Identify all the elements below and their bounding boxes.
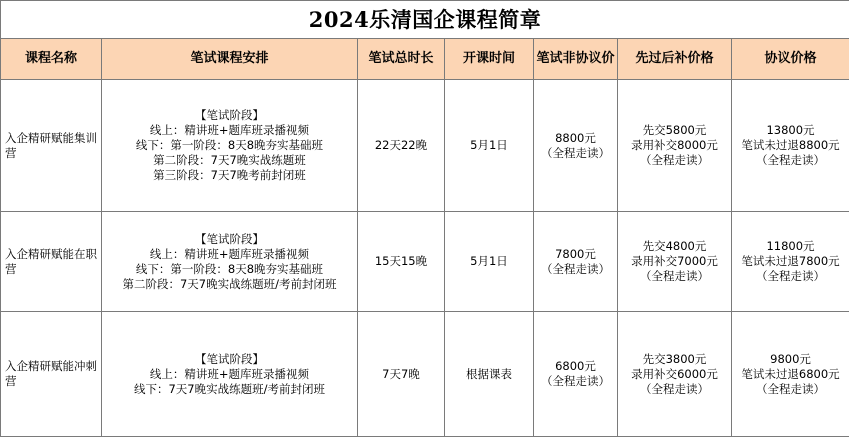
course-name: 入企精研赋能集训营 bbox=[1, 80, 102, 212]
table-row bbox=[1, 312, 849, 437]
schedule-line: 线下：7天7晚实战练题班/考前封闭班 bbox=[102, 382, 357, 397]
header-start: 开课时间 bbox=[445, 39, 534, 80]
header-price: 笔试非协议价 bbox=[534, 39, 618, 80]
price-cell bbox=[534, 80, 618, 212]
agreement-line: 笔试未过退6800元 bbox=[732, 367, 849, 382]
header-schedule: 笔试课程安排 bbox=[102, 39, 358, 80]
schedule-line: 线上：精讲班+题库班录播视频 bbox=[102, 367, 357, 382]
agreement-line: （全程走读） bbox=[732, 153, 849, 168]
pay-later-line: 录用补交8000元 bbox=[618, 138, 731, 153]
agreement-cell bbox=[732, 80, 849, 212]
table-row bbox=[1, 212, 849, 312]
header-agreement: 协议价格 bbox=[732, 39, 849, 80]
pay-later-line: 先交4800元 bbox=[618, 239, 731, 254]
schedule-line: 线上：精讲班+题库班录播视频 bbox=[102, 123, 357, 138]
schedule-line: 第三阶段：7天7晚考前封闭班 bbox=[102, 168, 357, 183]
agreement-cell bbox=[732, 212, 849, 312]
header-duration: 笔试总时长 bbox=[358, 39, 445, 80]
pay-later-line: （全程走读） bbox=[618, 269, 731, 284]
duration-cell: 7天7晚 bbox=[358, 312, 445, 437]
pay-later-line: 录用补交7000元 bbox=[618, 254, 731, 269]
pay-later-cell bbox=[618, 312, 732, 437]
agreement-line: 11800元 bbox=[732, 239, 849, 254]
schedule-line: 线下：第一阶段：8天8晚夯实基础班 bbox=[102, 262, 357, 277]
duration-cell: 15天15晚 bbox=[358, 212, 445, 312]
header-course-name: 课程名称 bbox=[1, 39, 102, 80]
table-row bbox=[1, 80, 849, 212]
start-cell: 5月1日 bbox=[445, 212, 534, 312]
price-line: （全程走读） bbox=[534, 374, 617, 389]
pay-later-cell bbox=[618, 212, 732, 312]
agreement-line: 笔试未过退7800元 bbox=[732, 254, 849, 269]
schedule-cell bbox=[102, 212, 358, 312]
start-cell: 根据课表 bbox=[445, 312, 534, 437]
agreement-line: 笔试未过退8800元 bbox=[732, 138, 849, 153]
pay-later-line: （全程走读） bbox=[618, 153, 731, 168]
course-name: 入企精研赋能冲刺营 bbox=[1, 312, 102, 437]
agreement-line: （全程走读） bbox=[732, 382, 849, 397]
course-name: 入企精研赋能在职营 bbox=[1, 212, 102, 312]
schedule-line: 第二阶段：7天7晚实战练题班/考前封闭班 bbox=[102, 277, 357, 292]
schedule-line: 【笔试阶段】 bbox=[102, 352, 357, 367]
header-row bbox=[1, 39, 849, 80]
pay-later-line: 先交5800元 bbox=[618, 123, 731, 138]
schedule-line: 【笔试阶段】 bbox=[102, 232, 357, 247]
pay-later-cell bbox=[618, 80, 732, 212]
price-line: 8800元 bbox=[534, 131, 617, 146]
schedule-line: 【笔试阶段】 bbox=[102, 108, 357, 123]
schedule-cell bbox=[102, 312, 358, 437]
agreement-line: （全程走读） bbox=[732, 269, 849, 284]
price-line: （全程走读） bbox=[534, 262, 617, 277]
agreement-line: 9800元 bbox=[732, 352, 849, 367]
schedule-line: 第二阶段：7天7晚实战练题班 bbox=[102, 153, 357, 168]
schedule-line: 线下：第一阶段：8天8晚夯实基础班 bbox=[102, 138, 357, 153]
pay-later-line: 录用补交6000元 bbox=[618, 367, 731, 382]
duration-cell: 22天22晚 bbox=[358, 80, 445, 212]
start-cell: 5月1日 bbox=[445, 80, 534, 212]
price-cell bbox=[534, 312, 618, 437]
agreement-line: 13800元 bbox=[732, 123, 849, 138]
page-title: 2024乐清国企课程简章 bbox=[1, 1, 849, 39]
price-line: 7800元 bbox=[534, 247, 617, 262]
price-line: 6800元 bbox=[534, 359, 617, 374]
pay-later-line: （全程走读） bbox=[618, 382, 731, 397]
agreement-cell bbox=[732, 312, 849, 437]
price-line: （全程走读） bbox=[534, 146, 617, 161]
schedule-cell bbox=[102, 80, 358, 212]
price-cell bbox=[534, 212, 618, 312]
schedule-line: 线上：精讲班+题库班录播视频 bbox=[102, 247, 357, 262]
header-pay-later: 先过后补价格 bbox=[618, 39, 732, 80]
pay-later-line: 先交3800元 bbox=[618, 352, 731, 367]
